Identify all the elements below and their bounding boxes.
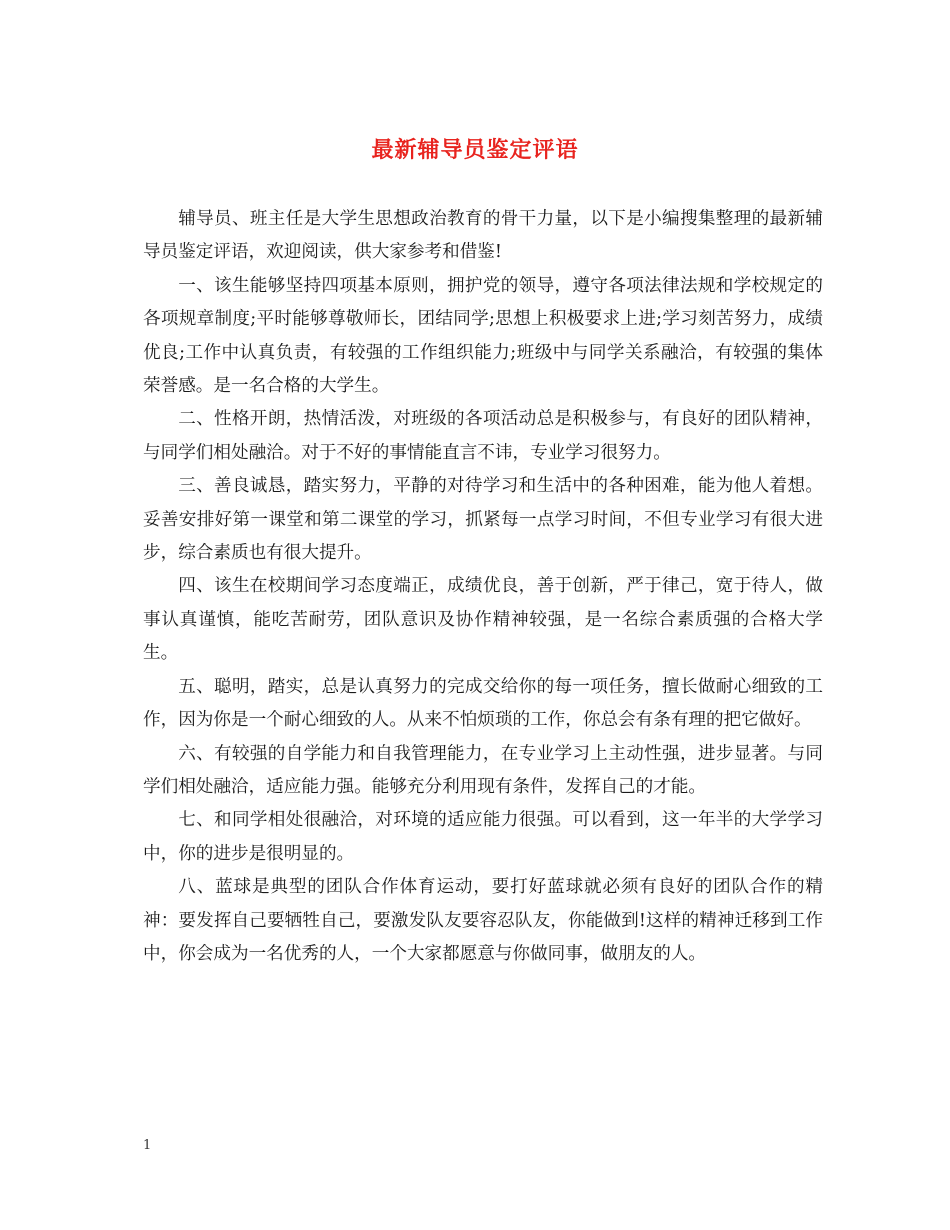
document-body — [143, 203, 823, 971]
intro-paragraph: 辅导员、班主任是大学生思想政治教育的骨干力量，以下是小编搜集整理的最新辅导员鉴定评语，欢迎阅读，供大家参考和借鉴! — [143, 209, 823, 263]
comment-paragraph-8: 八、蓝球是典型的团队合作体育运动，要打好蓝球就必须有良好的团队合作的精神：要发挥自己要牺牲自己，要激发队友要容忍队友，你能做到!这样的精神迁移到工作中，你会成为一名优秀的人，一个大家都愿意与你做同事，做朋友的人。 — [143, 877, 823, 964]
page-number: 1 — [143, 1138, 152, 1153]
comment-paragraph-4: 四、该生在校期间学习态度端正，成绩优良，善于创新，严于律己，宽于待人，做事认真谨慎，能吃苦耐劳，团队意识及协作精神较强，是一名综合素质强的合格大学生。 — [143, 576, 823, 664]
document-title: 最新辅导员鉴定评语 — [371, 138, 579, 163]
comment-paragraph-6: 六、有较强的自学能力和自我管理能力，在专业学习上主动性强，进步显著。与同学们相处融洽，适应能力强。能够充分利用现有条件，发挥自己的才能。 — [143, 743, 823, 797]
comment-paragraph-1: 一、该生能够坚持四项基本原则，拥护党的领导，遵守各项法律法规和学校规定的各项规章制度;平时能够尊敬师长，团结同学;思想上积极要求上进;学习刻苦努力，成绩优良;工作中认真负责，有较强的工作组织能力;班级中与同学关系融洽，有较强的集体荣誉感。是一名合格的大学生。 — [143, 275, 823, 397]
comment-paragraph-2: 二、性格开朗，热情活泼，对班级的各项活动总是积极参与，有良好的团队精神，与同学们相处融洽。对于不好的事情能直言不讳，专业学习很努力。 — [143, 409, 823, 463]
comment-paragraph-3: 三、善良诚恳，踏实努力，平静的对待学习和生活中的各种困难，能为他人着想。妥善安排好第一课堂和第二课堂的学习，抓紧每一点学习时间，不但专业学习有很大进步，综合素质也有很大提升。 — [143, 476, 823, 564]
comment-paragraph-7: 七、和同学相处很融洽，对环境的适应能力很强。可以看到，这一年半的大学学习中，你的进步是很明显的。 — [143, 810, 823, 864]
comment-paragraph-5: 五、聪明，踏实，总是认真努力的完成交给你的每一项任务，擅长做耐心细致的工作，因为你是一个耐心细致的人。从来不怕烦琐的工作，你总会有条有理的把它做好。 — [143, 676, 823, 731]
